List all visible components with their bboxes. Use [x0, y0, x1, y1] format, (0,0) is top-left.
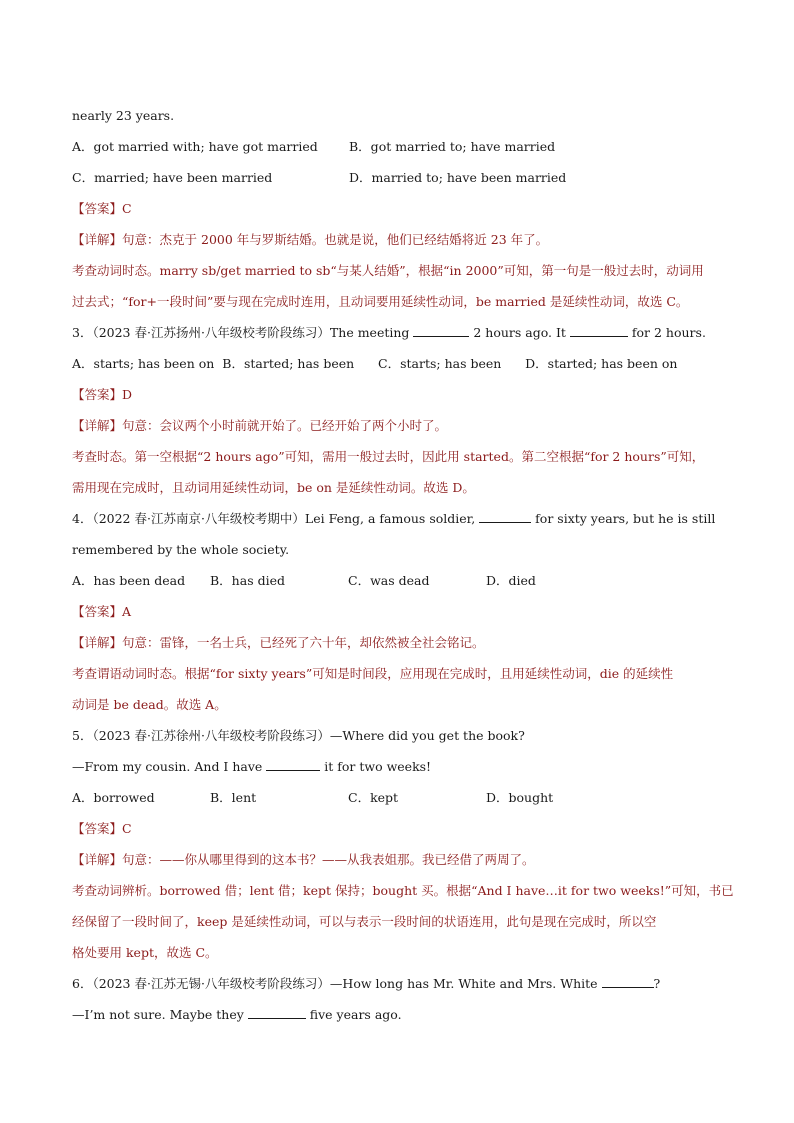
- option-c: C．married; have been married: [72, 170, 273, 185]
- stem-text: five years ago.: [305, 1007, 402, 1022]
- question-2-detail-1: [72, 224, 732, 255]
- detail-text: 句意：会议两个小时前就开始了。已经开始了两个小时了。: [122, 418, 448, 433]
- question-4-stem: [72, 503, 732, 534]
- answer-blank: [413, 324, 469, 337]
- option-a: A．got married with; have got married: [72, 139, 318, 154]
- option-d: D．married to; have been married: [349, 170, 567, 185]
- answer-label: 【答案】: [72, 201, 123, 216]
- question-4-options: [72, 565, 732, 596]
- answer-blank: [266, 758, 320, 771]
- question-5-answer: [72, 813, 732, 844]
- answer-blank: [602, 975, 654, 988]
- answer-blank: [570, 324, 628, 337]
- option-b: B．started; has been: [222, 356, 355, 371]
- question-2-stem-tail: nearly 23 years.: [72, 108, 175, 123]
- answer-value: C: [122, 201, 132, 216]
- stem-text: ?: [653, 976, 661, 991]
- question-2-options-row-1: [72, 131, 732, 162]
- option-b: B．has died: [210, 573, 285, 588]
- question-3-detail-2: 考查时态。第一空根据“2 hours ago”可知，需用一般过去时，因此用 started。第二空根据“for 2 hours”可知，: [72, 449, 705, 464]
- detail-label: 【详解】: [72, 418, 123, 433]
- detail-text: 句意：雷锋，一名士兵，已经死了六十年，却依然被全社会铭记。: [122, 635, 485, 650]
- question-4-detail-1: [72, 627, 732, 658]
- question-5-detail-3: 经保留了一段时间了，keep 是延续性动词，可以与表示一段时间的状语连用，此句是现在完成时，所以空: [72, 914, 657, 929]
- question-4-detail-2: 考查谓语动词时态。根据“for sixty years”可知是时间段，应用现在完成时，且用延续性动词，die 的延续性: [72, 666, 674, 681]
- answer-value: C: [122, 821, 132, 836]
- stem-text: for 2 hours.: [627, 325, 706, 340]
- option-d: D．started; has been on: [525, 356, 678, 371]
- answer-label: 【答案】: [72, 821, 123, 836]
- question-3-detail-3: 需用现在完成时，且动词用延续性动词，be on 是延续性动词。故选 D。: [72, 480, 475, 495]
- question-3-answer: [72, 379, 732, 410]
- question-5-stem-line-2: [72, 751, 732, 782]
- question-2-answer: [72, 193, 732, 224]
- answer-value: A: [122, 604, 132, 619]
- stem-text: 4．（2022 春·江苏南京·八年级校考期中）Lei Feng, a famous soldier,: [72, 511, 480, 526]
- detail-label: 【详解】: [72, 852, 123, 867]
- stem-text: —I’m not sure. Maybe they: [72, 1007, 248, 1022]
- question-2-options-row-2: [72, 162, 732, 193]
- option-c: C．starts; has been: [378, 356, 502, 371]
- question-5-detail-2: 考查动词辨析。borrowed 借；lent 借；kept 保持；bought 买。根据“And I have…it for two weeks!”可知，书已: [72, 883, 734, 898]
- answer-label: 【答案】: [72, 604, 123, 619]
- question-5-options: [72, 782, 732, 813]
- detail-label: 【详解】: [72, 232, 123, 247]
- question-3-stem: [72, 317, 732, 348]
- answer-value: D: [122, 387, 133, 402]
- option-d: D．bought: [486, 790, 554, 805]
- stem-text: 3．（2023 春·江苏扬州·八年级校考阶段练习）The meeting: [72, 325, 414, 340]
- answer-label: 【答案】: [72, 387, 123, 402]
- option-a: A．starts; has been on: [72, 356, 215, 371]
- option-c: C．kept: [348, 790, 399, 805]
- option-d: D．died: [486, 573, 536, 588]
- stem-text: 2 hours ago. It: [469, 325, 570, 340]
- question-4-stem-line-2: remembered by the whole society.: [72, 542, 290, 557]
- question-2-detail-2: 考查动词时态。marry sb/get married to sb“与某人结婚”，根据“in 2000”可知，第一句是一般过去时，动词用: [72, 263, 704, 278]
- answer-blank: [479, 510, 531, 523]
- detail-text: 句意：杰克于 2000 年与罗斯结婚。也就是说，他们已经结婚将近 23 年了。: [122, 232, 549, 247]
- question-3-options: [72, 348, 732, 379]
- question-6-stem: [72, 968, 732, 999]
- stem-text: for sixty years, but he is still: [531, 511, 716, 526]
- detail-text: 句意：——你从哪里得到的这本书？——从我表姐那。我已经借了两周了。: [122, 852, 535, 867]
- option-c: C．was dead: [348, 573, 430, 588]
- question-4-detail-3: 动词是 be dead。故选 A。: [72, 697, 227, 712]
- option-a: A．borrowed: [72, 790, 155, 805]
- stem-text: 6．（2023 春·江苏无锡·八年级校考阶段练习）—How long has Mr. White and Mrs. White: [72, 976, 602, 991]
- content-area: [72, 100, 732, 1030]
- answer-blank: [248, 1006, 306, 1019]
- question-5-detail-4: 格处要用 kept，故选 C。: [72, 945, 218, 960]
- stem-text: —From my cousin. And I have: [72, 759, 267, 774]
- question-5-detail-1: [72, 844, 732, 875]
- question-5-stem: 5．（2023 春·江苏徐州·八年级校考阶段练习）—Where did you get the book?: [72, 728, 525, 743]
- question-4-answer: [72, 596, 732, 627]
- option-b: B．lent: [210, 790, 257, 805]
- question-3-detail-1: [72, 410, 732, 441]
- stem-text: it for two weeks!: [320, 759, 432, 774]
- detail-label: 【详解】: [72, 635, 123, 650]
- question-2-detail-3: 过去式；“for+一段时间”要与现在完成时连用，且动词要用延续性动词，be married 是延续性动词，故选 C。: [72, 294, 689, 309]
- option-a: A．has been dead: [72, 573, 186, 588]
- question-6-stem-line-2: [72, 999, 732, 1030]
- option-b: B．got married to; have married: [349, 139, 556, 154]
